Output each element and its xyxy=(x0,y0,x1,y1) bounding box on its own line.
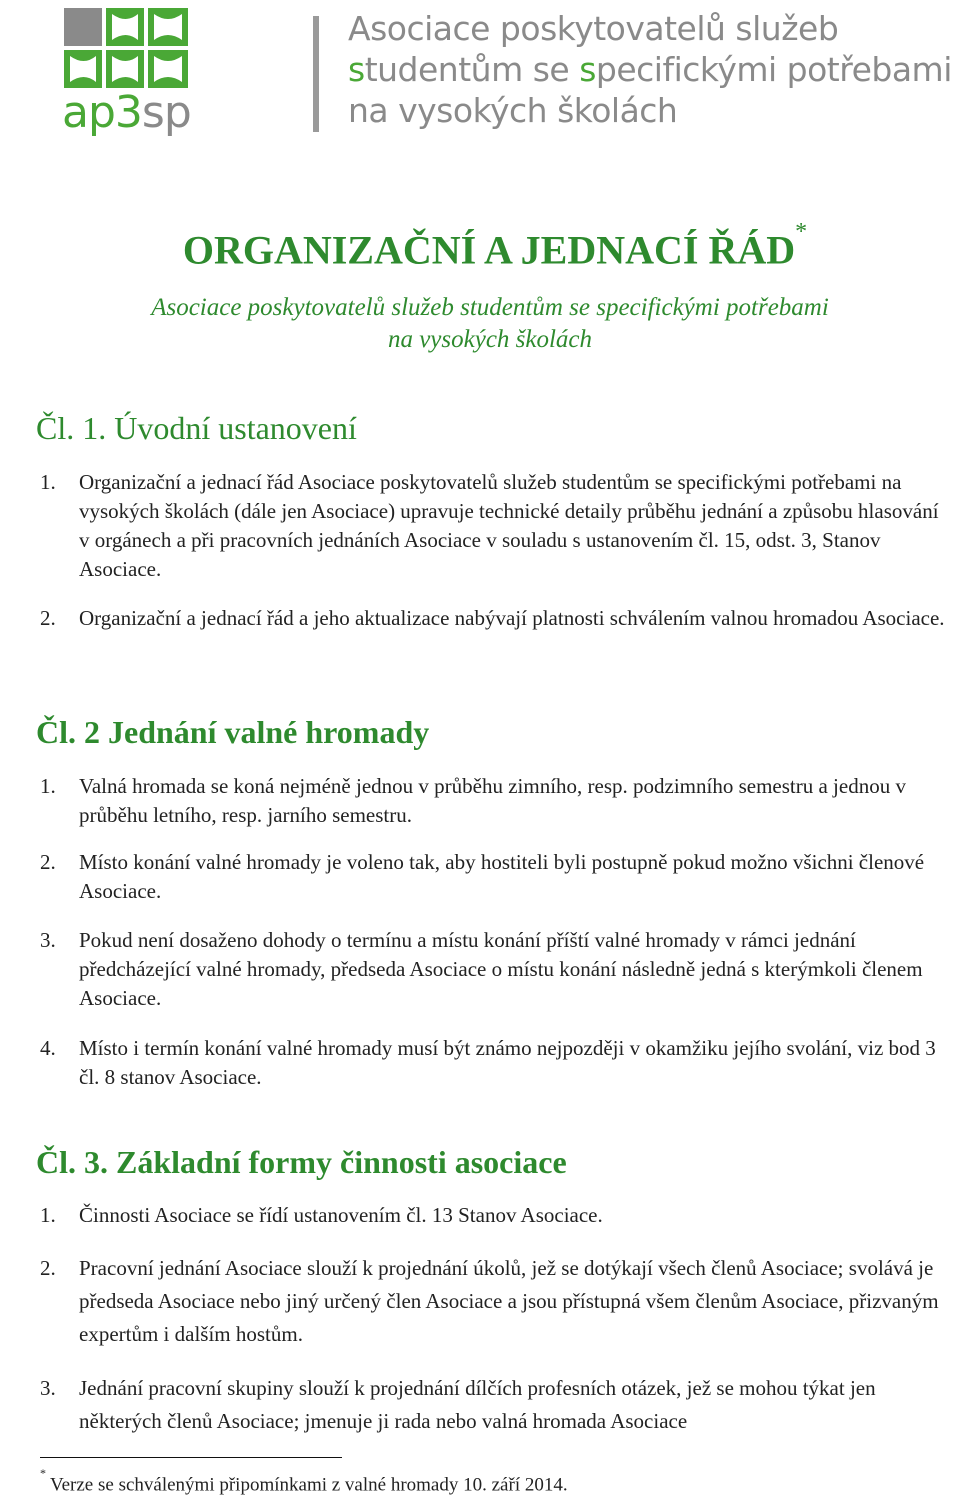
section-heading-2: Čl. 2 Jednání valné hromady xyxy=(36,714,430,750)
item-number: 3. xyxy=(40,928,56,952)
logo-abbr-green: ap3 xyxy=(62,87,142,138)
item-text: Organizační a jednací řád a jeho aktualizace nabývají platnosti schválením valnou hromadou Asociace. xyxy=(79,606,945,630)
section-heading-1: Čl. 1. Úvodní ustanovení xyxy=(36,410,357,446)
item-number: 2. xyxy=(40,850,56,874)
list-item xyxy=(40,468,950,584)
item-number: 3. xyxy=(40,1376,56,1400)
logo-grid-icon xyxy=(64,8,188,90)
title-text: ORGANIZAČNÍ A JEDNACÍ ŘÁD xyxy=(182,227,796,273)
header-logo xyxy=(60,8,952,138)
logo-org-name xyxy=(348,8,952,131)
item-text: Organizační a jednací řád Asociace poskytovatelů služeb studentům se specifickými potřebami na vysokých školách (dále jen Asociace) upravuje technické detaily průběhu jednání a způsobu hlasování v orgánech a při pracovních jednáních Asociace v souladu s ustanovením čl. 15, odst. 3, Stanov Asociace. xyxy=(79,470,939,581)
document-subtitle xyxy=(0,292,960,356)
logo-divider xyxy=(313,16,319,132)
list-item xyxy=(40,604,950,633)
logo-org-line xyxy=(348,90,952,131)
subtitle-line-1: Asociace poskytovatelů služeb studentům se specifickými potřebami xyxy=(151,294,829,321)
logo-org-fragment: pecifickými potřebami xyxy=(595,50,952,89)
item-text: Valná hromada se koná nejméně jednou v průběhu zimního, resp. podzimního semestru a jednou v průběhu letního, resp. jarního semestru. xyxy=(79,774,906,827)
list-item xyxy=(40,1372,950,1438)
logo-org-fragment: na vysokých školách xyxy=(348,91,678,130)
item-number: 4. xyxy=(40,1036,56,1060)
item-number: 1. xyxy=(40,774,56,798)
footnote xyxy=(40,1466,568,1498)
footnote-mark: * xyxy=(40,1466,46,1480)
item-text: Místo i termín konání valné hromady musí být známo nejpozději v okamžiku jejího svolání, viz bod 3 čl. 8 stanov Asociace. xyxy=(79,1036,936,1089)
footnote-text: Verze se schválenými připomínkami z valné hromady 10. září 2014. xyxy=(50,1474,568,1496)
logo-org-fragment: s xyxy=(348,50,365,89)
logo-org-fragment: Asociace poskytovatelů služeb xyxy=(348,9,839,48)
list-item xyxy=(40,926,950,1013)
logo-org-line xyxy=(348,8,952,49)
logo-org-fragment: tudentům se xyxy=(364,50,580,89)
item-number: 1. xyxy=(40,470,56,494)
list-item xyxy=(40,1034,950,1092)
list-item xyxy=(40,1201,950,1230)
item-number: 2. xyxy=(40,1256,56,1280)
document-title xyxy=(0,214,960,278)
list-item xyxy=(40,1252,950,1351)
item-text: Jednání pracovní skupiny slouží k projednání dílčích profesních otázek, jež se mohou týkat jen některých členů Asociace; jmenuje ji rada nebo valná hromada Asociace xyxy=(79,1376,876,1433)
item-text: Pracovní jednání Asociace slouží k projednání úkolů, jež se dotýkají všech členů Asociace; svolává je předseda Asociace nebo jiný určený člen Asociace a jsou přístupná všem členům Asociace, přizvaným expertům i dalším hostům. xyxy=(79,1256,939,1346)
logo-org-line xyxy=(348,49,952,90)
list-item xyxy=(40,848,950,906)
logo-org-fragment: s xyxy=(579,50,596,89)
subtitle-line-2: na vysokých školách xyxy=(387,326,593,353)
list-item xyxy=(40,772,950,830)
item-text: Činnosti Asociace se řídí ustanovením čl. 13 Stanov Asociace. xyxy=(79,1203,603,1227)
item-text: Pokud není dosaženo dohody o termínu a místu konání příští valné hromady v rámci jednání předcházející valné hromady, předseda Asociace o místu konání následně jedná s kterýmkoli členem Asociace. xyxy=(79,928,923,1010)
footnote-divider xyxy=(40,1457,342,1458)
section-heading-3: Čl. 3. Základní formy činnosti asociace xyxy=(36,1144,567,1180)
logo-abbreviation xyxy=(62,87,191,138)
item-text: Místo konání valné hromady je voleno tak, aby hostiteli byli postupně pokud možno všichni členové Asociace. xyxy=(79,850,925,903)
item-number: 2. xyxy=(40,606,56,630)
item-number: 1. xyxy=(40,1203,56,1227)
logo-abbr-rest: sp xyxy=(141,87,191,138)
title-footnote-mark: * xyxy=(795,219,808,245)
